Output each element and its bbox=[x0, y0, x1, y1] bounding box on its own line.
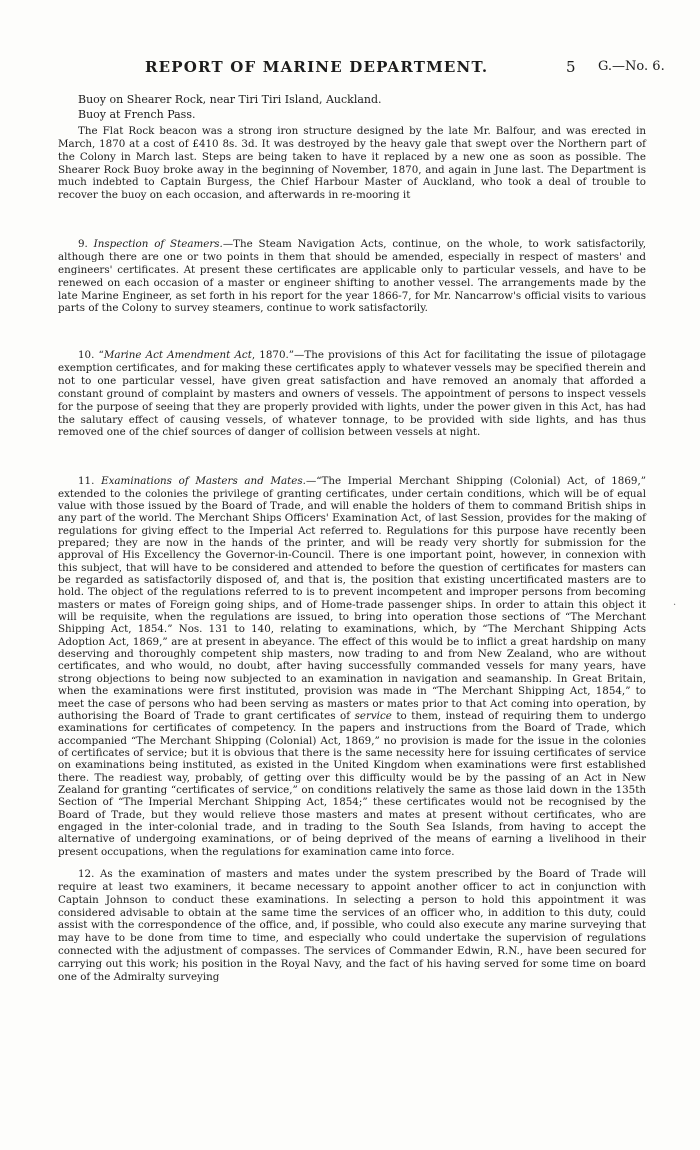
paragraph-heading: Inspection of Steamers. bbox=[93, 238, 223, 251]
buoy-line: Buoy at French Pass. bbox=[78, 108, 196, 121]
paragraph-heading: Examinations of Masters and Mates. bbox=[101, 475, 306, 488]
paragraph-text: —“The Imperial Merchant Shipping (Colonial) Act, of 1869,” extended to the colonies the privilege of granting certificates, under certain conditions, which will be of equal value with those issued by the Board of Trade, and will enable the holders of them to command British ships in any part of the world. The Merchant Ships Officers' Examination Act, of last Session, provides for the making of regulations for giving effect to the Imperial Act referred to. Regulations for this purpose have recently been prepared; they are now in the hands of the printer, and will be ready very shortly for submission for the approval of His Excellency the Governor-in-Council. There is one important point, however, in connexion with this subject, that will have to be considered and attended to before the question of certificates for masters can be regarded as satisfactorily disposed of, and that is, the position that existing uncertificated masters are to hold. The object of the regulations referred to is to prevent incompetent and improper persons from becoming masters or mates of Foreign going ships, and of Home-trade passenger ships. In order to attain this object it will be requisite, when the regulations are issued, to bring into operation those sections of “The Merchant Shipping Act, 1854.” Nos. 131 to 140, relating to examinations, which, by “The Merchant Shipping Acts Adoption Act, 1869,” are at present in abeyance. The effect of this would be to inflict a great hardship on many deserving and thoroughly competent ship masters, now trading to and from New Zealand, who are without certificates, and who would, no doubt, after having successfully commanded vessels for many years, have strong objections to being now subjected to an examination in navigation and seamanship. In Great Britain, when the examinations were first instituted, provision was made in “The Merchant Shipping Act, 1854,” to meet the case of persons who had been serving as masters or mates prior to that Act coming into operation, by authorising the Board of Trade to grant certificates of bbox=[58, 475, 646, 722]
page-number: 5 bbox=[566, 58, 576, 76]
paragraph-12: 12. As the examination of masters and mates under the system prescribed by the Board of Trade will require at least two examiners, it became necessary to appoint another officer to act in conjunction with Captain Johnson to conduct these examinations. In selecting a person to hold this appointment it was considered advisable to obtain at the same time the services of an officer who, in addition to this duty, could assist with the correspondence of the office, and, if possible, who could also execute any marine surveying that may have to be done from time to time, and especially who could undertake the supervision of regulations connected with the adjustment of compasses. The services of Commander Edwin, R.N., have been secured for carrying out this work; his position in the Royal Navy, and the fact of his having served for some time on board one of the Admiralty surveying bbox=[58, 867, 646, 983]
paragraph-10 bbox=[58, 349, 646, 439]
paragraph-text-continued: to them, instead of requiring them to undergo examinations for certificates of competency. In the papers and instructions from the Board of Trade, which accompanied “The Merchant Shipping (Colonial) Act, 1869,” no provision is made for the issue in the colonies of certificates of service; but it is obvious that there is the same necessity here for issuing certificates of service on examinations being instituted, as existed in the United Kingdom when examinations were first established there. The readiest way, probably, of getting over this difficulty would be by the passing of an Act in New Zealand for granting “certificates of service,” on conditions relatively the same as those laid down in the 135th Section of “The Imperial Merchant Shipping Act, 1854;” these certificates would not be recognised by the Board of Trade, but they would relieve those masters and mates at present without certificates, who are engaged in the inter-colonial trade, and in trading to the South Sea Islands, from having to accept the alternative of undergoing examinations, or of being deprived of the means of earning a livelihood in their present occupations, when the regulations for examination came into force. bbox=[58, 709, 646, 858]
document-reference: G.—No. 6. bbox=[598, 59, 665, 74]
emphasis-service: service bbox=[354, 709, 392, 722]
paragraph-heading: Marine Act Amendment Act bbox=[103, 349, 252, 362]
paragraph-number: 11. bbox=[78, 475, 95, 488]
report-body bbox=[58, 92, 646, 984]
page-header bbox=[0, 58, 700, 78]
paragraph-text: , 1870.”—The provisions of this Act for facilitating the issue of pilotagage exemption certificates, and for making these certificates apply to whatever vessels may be specified therein and not to one particular vessel, have given great satisfaction and have removed an anomaly that afforded a constant ground of complaint by masters and owners of vessels. The appointment of persons to inspect vessels for the purpose of seeing that they are properly provided with lights, under the power given in this Act, has had the salutary effect of causing vessels, of whatever tonnage, to be provided with side lights, and has thus removed one of the chief sources of danger of collision between vessels at night. bbox=[58, 349, 646, 439]
paragraph-9 bbox=[58, 238, 646, 315]
paragraph-11 bbox=[58, 475, 646, 858]
paragraph-flat-rock: The Flat Rock beacon was a strong iron structure designed by the late Mr. Balfour, and was erected in March, 1870 at a cost of £410 8s. 3d. It was destroyed by the heavy gale that swept over the Northern part of the Colony in March last. Steps are being taken to have it replaced by a new one as soon as possible. The Shearer Rock Buoy broke away in the beginning of November, 1870, and again in June last. The Department is much indebted to Captain Burgess, the Chief Harbour Master of Auckland, who took a deal of trouble to recover the buoy on each occasion, and afterwards in re-mooring it bbox=[58, 125, 646, 202]
paragraph-text: —The Steam Navigation Acts, continue, on the whole, to work satisfactorily, although there are one or two points in them that should be amended, especially in respect of masters' and engineers' certificates. At present these certificates are applicable only to particular vessels, and have to be renewed on each occasion of a master or engineer shifting to another vessel. The arrangements made by the late Marine Engineer, as set forth in his report for the year 1866-7, for Mr. Nancarrow's official visits to various parts of the Colony to survey steamers, continue to work satisfactorily. bbox=[58, 238, 646, 315]
paragraph-number: 9. bbox=[78, 238, 88, 251]
margin-dot: · bbox=[673, 600, 677, 611]
page-title: REPORT OF MARINE DEPARTMENT. bbox=[145, 58, 489, 76]
paragraph-number: 10. “ bbox=[78, 349, 104, 362]
buoy-line: Buoy on Shearer Rock, near Tiri Tiri Island, Auckland. bbox=[78, 93, 382, 106]
